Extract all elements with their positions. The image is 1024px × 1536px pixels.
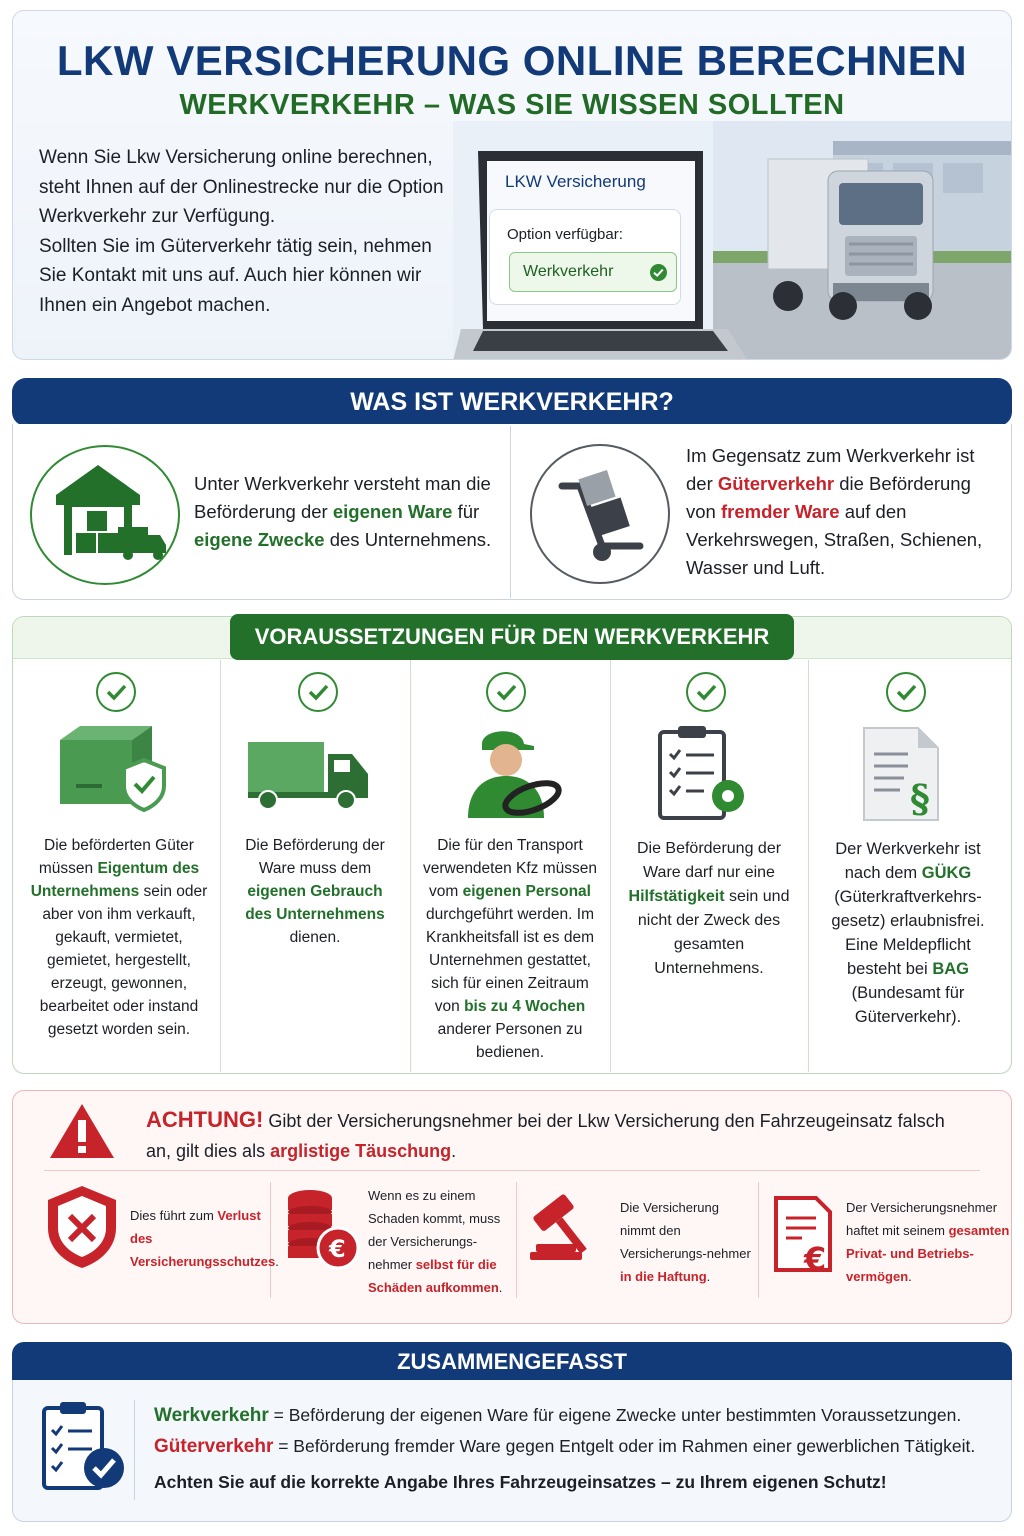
divider xyxy=(610,660,611,1072)
law-document-icon xyxy=(860,724,944,824)
check-icon xyxy=(886,672,926,712)
clipboard-check-icon xyxy=(38,1398,130,1494)
section-heading-was-ist: WAS IST WERKVERKEHR? xyxy=(12,378,1012,426)
divider xyxy=(410,660,411,1072)
document-euro-icon xyxy=(772,1194,838,1276)
svg-text:€: € xyxy=(329,1235,346,1263)
text: sein und nicht der Zweck des gesamten Unternehmens. xyxy=(637,888,790,977)
hero-line: steht Ihnen auf der Onlinestrecke nur die Option xyxy=(39,176,444,198)
warning-icon xyxy=(48,1102,116,1160)
text: Die für den Transport verwendeten Kfz müssen vom xyxy=(422,837,598,900)
text: . xyxy=(498,1280,503,1295)
text: . xyxy=(275,1254,279,1269)
warehouse-truck-icon xyxy=(30,445,180,585)
svg-text:§: § xyxy=(910,776,930,821)
divider xyxy=(808,660,809,1072)
voraussetzung-text-2 xyxy=(232,834,398,949)
truck-icon xyxy=(246,740,372,810)
check-circle-icon xyxy=(650,264,667,281)
highlight: bis zu 4 Wochen xyxy=(464,998,586,1015)
highlight: GÜKG xyxy=(921,864,972,882)
text: für xyxy=(452,501,480,522)
laptop-screen-title: LKW Versicherung xyxy=(505,172,646,191)
voraussetzung-text-4 xyxy=(620,837,798,981)
hero-line: Sollten Sie im Güterverkehr tätig sein, nehmen xyxy=(39,235,432,257)
hand-truck-icon xyxy=(530,444,670,584)
text: auf den Verkehrswegen, Straßen, Schienen, Wasser und Luft. xyxy=(686,501,983,578)
summary-werkverkehr xyxy=(154,1405,961,1427)
check-icon xyxy=(298,672,338,712)
text: Gibt der Versicherungsnehmer bei der Lkw Versicherung den Fahrzeugeinsatz falsch an, gilt dies als xyxy=(146,1111,945,1161)
divider xyxy=(758,1182,759,1298)
text: durchgeführt werden. Im Krankheitsfall ist es dem Unternehmen gestattet, sich für einen Zeitraum von xyxy=(425,906,594,1015)
gavel-icon xyxy=(526,1188,610,1270)
page-title: LKW VERSICHERUNG ONLINE BERECHNEN xyxy=(56,37,968,84)
section-heading-voraussetzungen: VORAUSSETZUNGEN FÜR DEN WERKVERKEHR xyxy=(230,614,794,660)
werkverkehr-definition xyxy=(194,470,494,554)
consequence-text-4 xyxy=(846,1196,1010,1288)
gueterverkehr-definition xyxy=(686,442,996,582)
text: Im Gegensatz zum Werkverkehr ist der xyxy=(686,445,975,494)
page-subtitle: WERKVERKEHR – WAS SIE WISSEN SOLLTEN xyxy=(179,89,845,121)
divider xyxy=(516,1182,517,1298)
text: des Unternehmens. xyxy=(324,529,492,550)
highlight: selbst für die Schäden aufkommen xyxy=(368,1257,499,1295)
divider xyxy=(270,1182,271,1298)
hero-line: Ihnen ein Angebot machen. xyxy=(39,294,271,316)
highlight: Güterverkehr xyxy=(717,473,835,494)
highlight: eigenen Gebrauch des Unternehmens xyxy=(245,883,385,923)
summary-definition: = Beförderung der eigenen Ware für eigene Zwecke unter bestimmten Voraussetzungen. xyxy=(268,1405,962,1425)
checklist-gear-icon xyxy=(656,722,752,822)
achtung-label: ACHTUNG! xyxy=(146,1107,264,1132)
highlight: gesamten Privat- und Betriebs-vermögen xyxy=(846,1223,1010,1284)
text: die Beförderung von xyxy=(686,473,971,522)
highlight: eigene Zwecke xyxy=(194,529,325,550)
text: . xyxy=(451,1141,457,1161)
highlight: Hilfstätigkeit xyxy=(628,888,725,905)
divider xyxy=(510,426,511,598)
text: . xyxy=(706,1269,711,1284)
highlight: arglistige Täuschung xyxy=(270,1141,452,1161)
text: Die Versicherung nimmt den Versicherungs-nehmer xyxy=(620,1200,751,1261)
voraussetzung-text-3 xyxy=(420,834,600,1064)
text: anderer Personen zu bedienen. xyxy=(437,1021,583,1061)
voraussetzung-text-5 xyxy=(820,837,996,1029)
section-heading-zusammengefasst: ZUSAMMENGEFASST xyxy=(12,1342,1012,1382)
text: sein oder aber von ihm verkauft, gekauft, vermietet, gemietet, hergestellt, erzeugt, gewonnen, bearbeitet oder instand gesetzt worden sein. xyxy=(39,883,208,1038)
check-icon xyxy=(486,672,526,712)
summary-term: Werkverkehr xyxy=(154,1405,269,1426)
text: dienen. xyxy=(289,929,341,946)
option-werkverkehr-label: Werkverkehr xyxy=(523,263,614,280)
hero-paragraph xyxy=(39,143,449,320)
text: . xyxy=(908,1269,912,1284)
text: Die beförderten Güter müssen xyxy=(38,837,194,877)
text: Der Versicherungsnehmer haftet mit seinem xyxy=(846,1200,998,1238)
summary-term: Güterverkehr xyxy=(154,1436,274,1457)
text: Der Werkverkehr ist nach dem xyxy=(835,840,981,882)
divider xyxy=(44,1170,980,1171)
hero-line: Sie Kontakt mit uns auf. Auch hier können wir xyxy=(39,265,422,286)
summary-gueterverkehr xyxy=(154,1436,975,1458)
coins-euro-icon xyxy=(284,1188,360,1272)
text: Wenn es zu einem Schaden kommt, muss der Versicherungs-nehmer xyxy=(368,1188,501,1272)
check-icon xyxy=(96,672,136,712)
highlight: BAG xyxy=(932,960,969,978)
consequence-text-3 xyxy=(620,1196,756,1288)
hero-line: Wenn Sie Lkw Versicherung online berechnen, xyxy=(39,147,433,168)
highlight: Eigentum des Unternehmens xyxy=(30,860,200,900)
driver-icon xyxy=(460,722,564,818)
text: Die Beförderung der Ware darf nur eine xyxy=(636,840,782,881)
highlight: fremder Ware xyxy=(720,501,840,522)
consequence-text-1 xyxy=(130,1204,279,1273)
highlight: eigenen Personal xyxy=(462,883,591,900)
highlight: eigenen Ware xyxy=(332,501,453,522)
option-label: Option verfügbar: xyxy=(507,226,623,243)
option-werkverkehr-button[interactable] xyxy=(509,252,677,292)
svg-text:€: € xyxy=(804,1240,827,1276)
highlight: in die Haftung xyxy=(620,1269,707,1284)
summary-final-note: Achten Sie auf die korrekte Angabe Ihres Fahrzeugeinsatzes – zu Ihrem eigenen Schutz! xyxy=(154,1472,887,1492)
text: (Güterkraftverkehrs-gesetz) erlaubnisfrei. Eine Meldepflicht besteht bei xyxy=(831,888,985,978)
divider xyxy=(220,660,221,1072)
achtung-statement xyxy=(146,1105,946,1166)
box-shield-icon xyxy=(52,722,170,812)
text: Dies führt zum xyxy=(130,1208,218,1223)
text: (Bundesamt für Güterverkehr). xyxy=(851,984,965,1026)
summary-definition: = Beförderung fremder Ware gegen Entgelt oder im Rahmen einer gewerblichen Tätigkeit. xyxy=(273,1436,976,1456)
shield-x-icon xyxy=(46,1184,118,1270)
voraussetzung-text-1 xyxy=(24,834,214,1041)
consequence-text-2 xyxy=(368,1184,514,1299)
text: Die Beförderung der Ware muss dem xyxy=(245,837,385,877)
highlight: Verlust des Versicherungsschutzes xyxy=(130,1208,276,1269)
check-icon xyxy=(686,672,726,712)
text: Unter Werkverkehr versteht man die Beförderung der xyxy=(194,473,491,522)
divider xyxy=(134,1400,135,1500)
hero-line: Werkverkehr zur Verfügung. xyxy=(39,206,276,227)
